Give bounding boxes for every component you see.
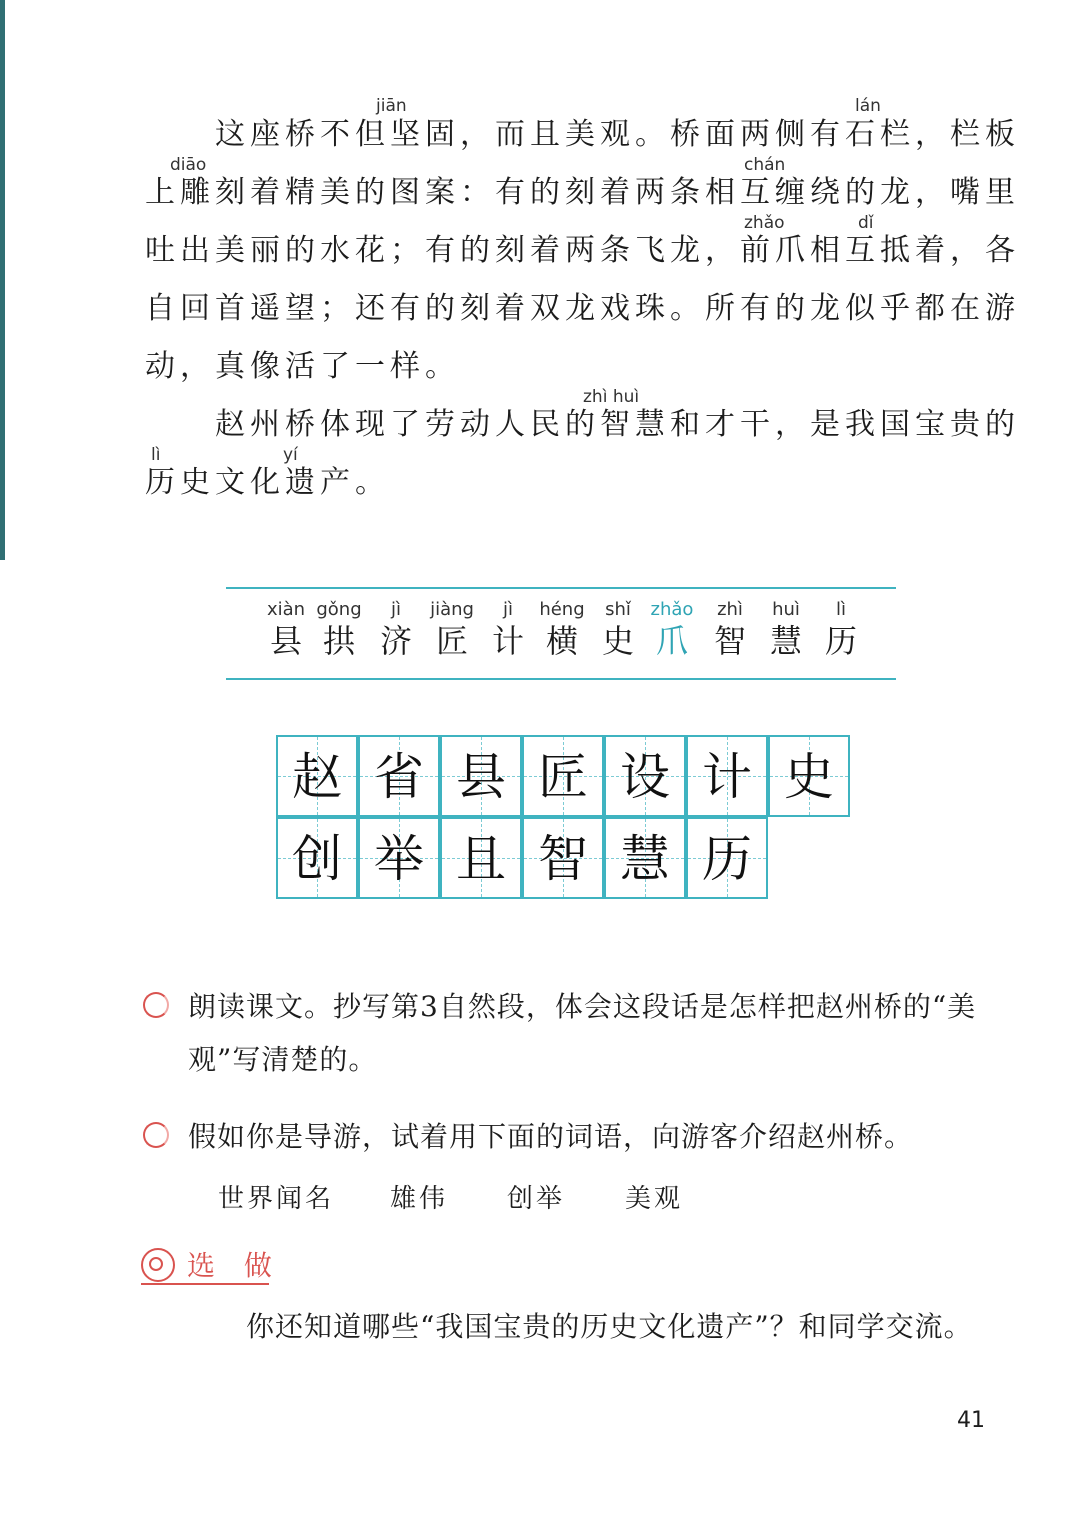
- word-pinyin: gǒng: [316, 599, 362, 620]
- passage-line: 历史文化遗产。: [145, 465, 390, 500]
- grid-cell: [686, 735, 768, 817]
- word-char: 济: [379, 622, 412, 660]
- exercise-circle-icon: [143, 992, 169, 1018]
- grid-char: 设: [620, 748, 670, 806]
- grid-char: 计: [702, 748, 752, 806]
- word-pinyin: jì: [390, 599, 401, 620]
- word-pinyin: zhì: [717, 599, 743, 620]
- word-pinyin: jiàng: [430, 599, 474, 620]
- new-words-strip: [226, 587, 896, 680]
- exercise-2-text: 假如你是导游，试着用下面的词语，向游客介绍赵州桥。: [188, 1120, 914, 1153]
- word-pinyin: jì: [502, 599, 513, 620]
- grid-char: 省: [374, 748, 424, 806]
- word-char: 县: [269, 622, 302, 660]
- word-char: 智: [713, 622, 746, 660]
- grid-char: 且: [456, 830, 506, 888]
- grid-char: 县: [456, 748, 506, 806]
- word-char: 拱: [322, 622, 355, 660]
- exercise-circle-icon: [143, 1122, 169, 1148]
- word-pinyin: lì: [835, 599, 846, 620]
- grid-cell: [522, 735, 604, 817]
- grid-char: 赵: [292, 748, 342, 806]
- grid-cell: [276, 817, 358, 899]
- page-number: 41: [957, 1408, 985, 1433]
- vocab-word: 世界闻名: [218, 1184, 335, 1214]
- passage-line: 赵州桥体现了劳动人民的智慧和才干，是我国宝贵的: [145, 407, 1020, 442]
- vocab-word: 雄伟: [390, 1184, 449, 1214]
- word-pinyin: shǐ: [605, 599, 631, 620]
- new-word: [256, 599, 316, 661]
- grid-cell: [358, 735, 440, 817]
- word-char: 爪: [655, 622, 688, 660]
- pinyin-annotation: dǐ: [858, 213, 874, 233]
- new-word: [700, 599, 760, 661]
- new-word-highlighted: [642, 599, 702, 661]
- word-char: 横: [545, 622, 578, 660]
- passage-line: 这座桥不但坚固，而且美观。桥面两侧有石栏，栏板: [145, 117, 1020, 152]
- vocab-word: 美观: [625, 1184, 684, 1214]
- pinyin-annotation: zhì huì: [583, 387, 640, 407]
- page-edge-stripe: [0, 0, 5, 560]
- word-pinyin: xiàn: [266, 599, 306, 620]
- word-char: 历: [824, 622, 857, 660]
- new-word: [588, 599, 648, 661]
- grid-cell: [440, 817, 522, 899]
- optional-text: 你还知道哪些“我国宝贵的历史文化遗产”？和同学交流。: [246, 1310, 973, 1343]
- grid-char: 举: [374, 830, 424, 888]
- grid-cell: [768, 735, 850, 817]
- exercise-1-text: 朗读课文。抄写第3自然段，体会这段话是怎样把赵州桥的“美: [188, 990, 977, 1023]
- new-word: [366, 599, 426, 661]
- grid-cell: [604, 817, 686, 899]
- word-pinyin: zhǎo: [650, 599, 694, 620]
- passage-line: 吐出美丽的水花；有的刻着两条飞龙，前爪相互抵着，各: [145, 233, 1020, 268]
- grid-char: 史: [784, 748, 834, 806]
- word-char: 史: [601, 622, 634, 660]
- word-pinyin: héng: [539, 599, 585, 620]
- pinyin-annotation: lì: [151, 445, 161, 465]
- word-char: 慧: [769, 622, 802, 660]
- exercise-1-text-cont: 观”写清楚的。: [188, 1043, 378, 1076]
- grid-cell: [440, 735, 522, 817]
- pinyin-annotation: lán: [855, 96, 881, 116]
- optional-label: 选 做: [187, 1249, 282, 1282]
- word-char: 匠: [435, 622, 468, 660]
- grid-cell: [358, 817, 440, 899]
- pinyin-annotation: jiān: [376, 96, 407, 116]
- pinyin-annotation: chán: [744, 155, 786, 175]
- grid-char: 创: [292, 830, 342, 888]
- optional-icon: [141, 1248, 175, 1282]
- passage-line: 上雕刻着精美的图案：有的刻着两条相互缠绕的龙，嘴里: [145, 175, 1020, 210]
- grid-cell: [604, 735, 686, 817]
- grid-char: 匠: [538, 748, 588, 806]
- new-word: [811, 599, 871, 661]
- new-word: [532, 599, 592, 661]
- pinyin-annotation: zhǎo: [744, 213, 785, 233]
- new-word: [478, 599, 538, 661]
- pinyin-annotation: yí: [283, 445, 298, 465]
- grid-char: 历: [702, 830, 752, 888]
- new-word: [309, 599, 369, 661]
- passage-line: 动，真像活了一样。: [145, 349, 460, 384]
- grid-char: 智: [538, 830, 588, 888]
- optional-underline: [141, 1283, 269, 1285]
- word-pinyin: huì: [772, 599, 800, 620]
- grid-cell: [276, 735, 358, 817]
- grid-cell: [686, 817, 768, 899]
- grid-char: 慧: [620, 830, 670, 888]
- vocab-word: 创举: [507, 1184, 566, 1214]
- passage-line: 自回首遥望；还有的刻着双龙戏珠。所有的龙似乎都在游: [145, 291, 1020, 326]
- word-char: 计: [491, 622, 524, 660]
- new-word: [756, 599, 816, 661]
- pinyin-annotation: diāo: [170, 155, 207, 175]
- grid-cell: [522, 817, 604, 899]
- new-word: [422, 599, 482, 661]
